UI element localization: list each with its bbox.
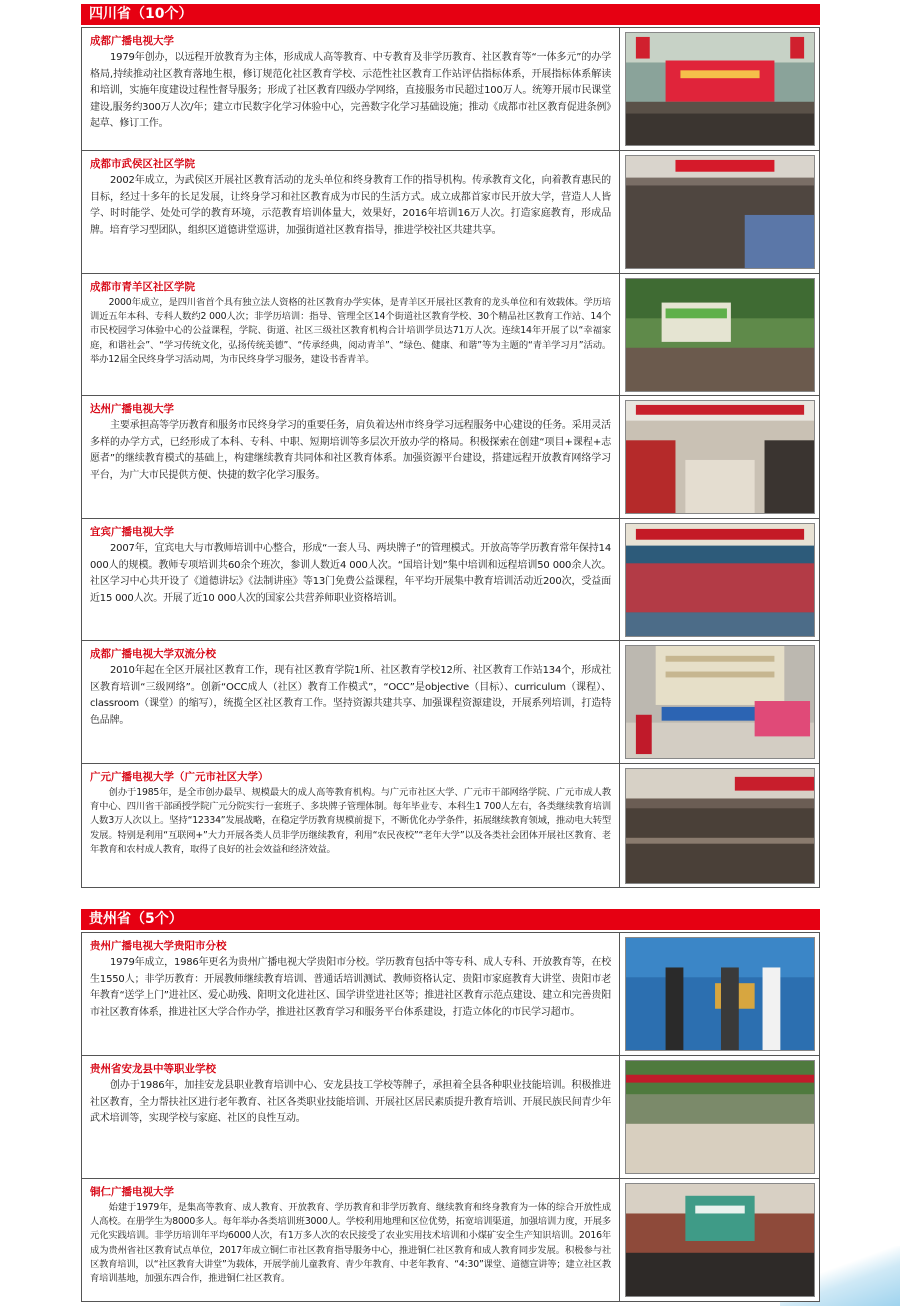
section-title: 四川省（10个） [89, 6, 193, 22]
list-item [82, 1055, 819, 1178]
martial-arts-photo [625, 1060, 815, 1174]
entry-description: 创办于1985年，是全市创办最早、规模最大的成人高等教育机构。与广元市社区大学、广元市干部网络学院、广元市成人教育中心、四川省干部函授学院广元分院实行一套班子、多块牌子管理体制。每年毕业专、本科生1 700人左右，各类继续教育培训人数3万人次以上。坚持“12334”发展战略，在稳定学历教育规模前提下，不断优化办学条件，拓展继续教育领域，推动电大转型发展。特别是利用“互联网+”大力开展各类人员非学历继续教育，利用“农民夜校”“老年大学”以及各类社会团体开展社区教育、老年教育和农村成人教育，取得了良好的社会效益和经济效益。 [90, 787, 611, 855]
list-item [82, 273, 819, 395]
list-item [82, 150, 819, 273]
entry-description: 2002年成立，为武侯区开展社区教育活动的龙头单位和终身教育工作的指导机构。传承教育文化，向着教育惠民的目标，经过十多年的长足发展，让终身学习和社区教育成为市民的生活方式。成立成都首家市民开放大学，营造人人皆学、时时能学、处处可学的教育环境，示范教育培训体量大，效果好，2016年培训16万人次。打造家庭教育，形成品牌。培育学习型团队，组织区道德讲堂巡讲，加强街道社区教育指导，推进学校社区共建共享。 [90, 175, 611, 236]
list-item [82, 933, 819, 1055]
entry-title: 宜宾广播电视大学 [90, 526, 174, 538]
entry-title: 铜仁广播电视大学 [90, 1186, 174, 1198]
lecture-hall-photo [625, 155, 815, 269]
entry-title: 成都广播电视大学 [90, 35, 174, 47]
entry-title: 达州广播电视大学 [90, 403, 174, 415]
calligraphy-class-photo [625, 400, 815, 514]
entry-description: 主要承担高等学历教育和服务市民终身学习的重要任务，肩负着达州市终身学习远程服务中心建设的任务。采用灵活多样的办学方式，已经形成了本科、专科、中职、短期培训等多层次开放办学的格局。积极探索在创建“项目+课程+志愿者”的继续教育模式的基础上，构建继续教育共同体和社区教育体系。加强资源平台建设，搭建远程开放教育网络学习平台，为广大市民提供方便、快捷的数字化学习服务。 [90, 420, 611, 481]
entry-description: 1979年创办，以远程开放教育为主体，形成成人高等教育、中专教育及非学历教育、社区教育等“一体多元”的办学格局,持续推动社区教育落地生根，修订规范化社区教育学校、示范性社区教育工作站评估指标体系，开展指标体系解读和培训，实施年度建设过程性督导服务；形成了社区教育四级办学网络，直接服务市民超过100万人。统筹开展市民课堂建设,服务约300万人次/年；建立市民数字化学习体验中心，完善数字化学习基础设施；推动《成都市社区教育促进条例》起草、修订工作。 [90, 52, 611, 129]
entry-description: 始建于1979年，是集高等教育、成人教育、开放教育、学历教育和非学历教育、继续教育和终身教育为一体的综合开放性成人高校。在册学生为8000多人。每年举办各类培训班3000人。学校利用地理和区位优势，拓宽培训渠道，加强培训力度，开展多元化实践培训。非学历培训年平均6000人次，有1万多人次的农民接受了农业实用技术培训和小煤矿安全生产知识培训。2016年成为贵州省社区教育试点单位，2017年成立铜仁市社区教育指导服务中心，推进铜仁社区教育和成人教育同步发展。积极参与社区教育培训，以“社区教育大讲堂”为载体，开展学前儿童教育、青少年教育、中老年教育、“4:30”课堂、道德宣讲等；建立社区教育培训基地，加强东西合作，推进铜仁社区教育。 [90, 1202, 611, 1285]
section-header-sichuan [81, 4, 820, 25]
entry-title: 成都市武侯区社区学院 [90, 158, 195, 170]
section-title: 贵州省（5个） [89, 911, 183, 927]
list-item [82, 1178, 819, 1301]
section-sichuan [81, 27, 820, 888]
exam-site-photo [625, 523, 815, 637]
list-item [82, 518, 819, 640]
entry-title: 成都广播电视大学双流分校 [90, 648, 216, 660]
list-item [82, 395, 819, 518]
campus-performance-photo [625, 645, 815, 759]
campus-ceremony-photo [625, 32, 815, 146]
section-guizhou [81, 932, 820, 1302]
auditorium-photo [625, 768, 815, 884]
entry-description: 2000年成立，是四川省首个具有独立法人资格的社区教育办学实体，是青羊区开展社区教育的龙头单位和有效载体。学历培训近五年本科、专科人数约2 000人次；非学历培训：指导、管理全区14个街道社区教育学校、30个精品社区教育工作站、14个市民校园学习体验中心的公益课程，学院、街道、社区三级社区教育机构合计培训学员达71万人次。连续14年开展了以“幸福家庭，和谐社会”、“学习传统文化，弘扬传统美德”、“传承经典，阅动青羊”、“绿色、健康、和谐”等为主题的“青羊学习月”活动。举办12届全民终身学习活动周，为市民终身学习服务，建设书香青羊。 [90, 297, 611, 365]
outdoor-event-photo [625, 278, 815, 392]
entry-title: 成都市青羊区社区学院 [90, 281, 195, 293]
entry-description: 创办于1986年，加挂安龙县职业教育培训中心、安龙县技工学校等牌子，承担着全县各种职业技能培训。积极推进社区教育，全力帮扶社区进行老年教育、社区各类职业技能培训、开展社区居民素质提升教育培训、开展民族民间青少年武术培训等，实现学校与家庭、社区的良性互动。 [90, 1080, 611, 1124]
award-ceremony-photo [625, 937, 815, 1051]
entry-description: 1979年成立，1986年更名为贵州广播电视大学贵阳市分校。学历教育包括中等专科、成人专科、开放教育等，在校生1550人；非学历教育：开展教师继续教育培训、普通话培训测试、教师资格认定、贵阳市家庭教育大讲堂、贵阳市老年教育“送学上门”进社区、爱心助残、阳明文化进社区、国学讲堂进社区等；推进社区教育示范点建设、建立和完善贵阳市社区教育体系，推进社区大学合作办学，推进社区教育学习和服务平台体系建设，打造立体化的市民学习超市。 [90, 957, 611, 1018]
entry-title: 贵州广播电视大学贵阳市分校 [90, 940, 227, 952]
meeting-room-photo [625, 1183, 815, 1297]
entry-description: 2007年，宜宾电大与市教师培训中心整合，形成“一套人马、两块牌子”的管理模式。开放高等学历教育常年保持14 000人的规模。教师专项培训共60余个班次，参训人数近4 000人次。“国培计划”集中培训和远程培训50 000余人次。社区学习中心共开设了《道德讲坛》《法制讲座》等13门免费公益课程，年平均开展集中教育培训活动近200次，受益面近15 000人次。开展了近10 000人次的国家公共营养师职业资格培训。 [90, 543, 611, 604]
entry-description: 2010年起在全区开展社区教育工作，现有社区教育学院1所、社区教育学校12所、社区教育工作站134个，形成社区教育培训“三级网络”。创新“OCC成人（社区）教育工作模式”，“OCC”是objective（目标）、curriculum（课程）、classroom（课堂）的缩写），统揽全区社区教育工作。坚持资源共建共享、加强课程资源建设，开展系列培训，打造特色品牌。 [90, 665, 611, 726]
section-header-guizhou [81, 909, 820, 930]
entry-title: 广元广播电视大学（广元市社区大学） [90, 771, 269, 783]
list-item [82, 28, 819, 150]
entry-title: 贵州省安龙县中等职业学校 [90, 1063, 216, 1075]
list-item [82, 763, 819, 887]
list-item [82, 640, 819, 763]
